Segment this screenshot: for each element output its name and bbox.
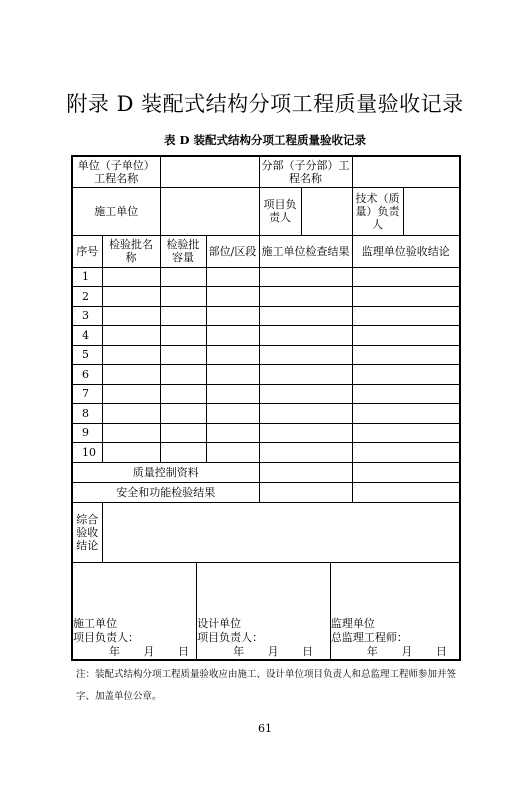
supervision-conclusion-cell[interactable] [352, 443, 460, 463]
signature-supervision-unit: 监理单位 [330, 616, 375, 630]
batch-name-cell[interactable] [102, 365, 160, 385]
row-number: 4 [72, 326, 102, 346]
table-row [72, 306, 460, 326]
quality-control-conclusion-cell[interactable] [352, 462, 460, 482]
part-name-value[interactable] [352, 156, 460, 187]
table-row [72, 365, 460, 385]
batch-capacity-cell[interactable] [160, 267, 206, 287]
signature-construction-unit: 施工单位 [73, 616, 117, 630]
signature-design-unit: 设计单位 [197, 616, 242, 630]
acceptance-record-table [71, 155, 461, 661]
construction-check-cell[interactable] [259, 267, 352, 287]
batch-name-cell[interactable] [102, 423, 160, 443]
location-cell[interactable] [206, 345, 259, 365]
construction-check-cell[interactable] [259, 306, 352, 326]
signature-construction-role: 项目负责人： [73, 630, 139, 644]
construction-check-cell[interactable] [259, 443, 352, 463]
summary-label-text: 综合验收结论 [76, 512, 99, 552]
location-cell[interactable] [206, 443, 259, 463]
safety-results-check-cell[interactable] [259, 482, 352, 502]
supervision-conclusion-cell[interactable] [352, 365, 460, 385]
safety-results-label: 安全和功能检验结果 [72, 482, 259, 502]
page-number: 61 [258, 722, 272, 735]
safety-results-row [72, 482, 460, 502]
batch-name-cell[interactable] [102, 443, 160, 463]
signature-cell [72, 562, 460, 660]
row-number: 3 [72, 306, 102, 326]
batch-capacity-cell[interactable] [160, 287, 206, 307]
col-header-seq: 序号 [72, 235, 102, 267]
table-row [72, 326, 460, 346]
table-row [72, 404, 460, 424]
summary-label [72, 502, 102, 562]
unit-name-value[interactable] [160, 156, 259, 187]
batch-capacity-cell[interactable] [160, 345, 206, 365]
batch-name-cell[interactable] [102, 326, 160, 346]
signature-construction[interactable] [73, 563, 197, 659]
construction-check-cell[interactable] [259, 404, 352, 424]
header-row-construction [72, 187, 460, 235]
construction-check-cell[interactable] [259, 384, 352, 404]
supervision-conclusion-cell[interactable] [352, 345, 460, 365]
location-cell[interactable] [206, 384, 259, 404]
location-cell[interactable] [206, 423, 259, 443]
location-cell[interactable] [206, 306, 259, 326]
batch-capacity-cell[interactable] [160, 443, 206, 463]
col-header-batch-capacity: 检验批容量 [160, 235, 206, 267]
row-number: 2 [72, 287, 102, 307]
batch-name-cell[interactable] [102, 306, 160, 326]
supervision-conclusion-cell[interactable] [352, 306, 460, 326]
column-header-row [72, 235, 460, 267]
safety-results-conclusion-cell[interactable] [352, 482, 460, 502]
batch-capacity-cell[interactable] [160, 384, 206, 404]
signature-supervision[interactable] [330, 563, 459, 659]
location-cell[interactable] [206, 326, 259, 346]
signature-design[interactable] [197, 563, 331, 659]
row-number: 5 [72, 345, 102, 365]
quality-control-check-cell[interactable] [259, 462, 352, 482]
col-header-supervision-conclusion: 监理单位验收结论 [352, 235, 460, 267]
batch-name-cell[interactable] [102, 384, 160, 404]
supervision-conclusion-cell[interactable] [352, 326, 460, 346]
col-header-batch-name: 检验批名称 [102, 235, 160, 267]
signature-supervision-role: 总监理工程师： [330, 630, 408, 644]
tech-leader-value[interactable] [403, 187, 460, 235]
batch-name-cell[interactable] [102, 267, 160, 287]
signature-construction-date: 年 月 日 [109, 644, 190, 658]
row-number: 9 [72, 423, 102, 443]
construction-check-cell[interactable] [259, 326, 352, 346]
batch-capacity-cell[interactable] [160, 306, 206, 326]
table-row [72, 384, 460, 404]
construction-check-cell[interactable] [259, 423, 352, 443]
batch-capacity-cell[interactable] [160, 326, 206, 346]
signature-design-date: 年 月 日 [233, 644, 314, 658]
supervision-conclusion-cell[interactable] [352, 404, 460, 424]
table-row [72, 345, 460, 365]
row-number: 1 [72, 267, 102, 287]
batch-capacity-cell[interactable] [160, 365, 206, 385]
location-cell[interactable] [206, 267, 259, 287]
row-number: 7 [72, 384, 102, 404]
batch-capacity-cell[interactable] [160, 404, 206, 424]
supervision-conclusion-cell[interactable] [352, 423, 460, 443]
batch-capacity-cell[interactable] [160, 423, 206, 443]
batch-name-cell[interactable] [102, 345, 160, 365]
row-number: 8 [72, 404, 102, 424]
project-leader-label: 项目负责人 [259, 187, 301, 235]
table-row [72, 423, 460, 443]
construction-check-cell[interactable] [259, 287, 352, 307]
signature-row [72, 562, 460, 660]
signature-design-role: 项目负责人： [197, 630, 264, 644]
footnote: 注：装配式结构分项工程质量验收应由施工、设计单位项目负责人和总监理工程师参加并签字、加盖单位公章。 [76, 669, 457, 702]
location-cell[interactable] [206, 365, 259, 385]
project-leader-value[interactable] [301, 187, 352, 235]
quality-control-row [72, 462, 460, 482]
summary-row [72, 502, 460, 562]
row-number: 10 [72, 443, 102, 463]
supervision-conclusion-cell[interactable] [352, 384, 460, 404]
col-header-location: 部位/区段 [206, 235, 259, 267]
summary-value[interactable] [102, 502, 460, 562]
batch-name-cell[interactable] [102, 287, 160, 307]
batch-name-cell[interactable] [102, 404, 160, 424]
signature-table [73, 563, 459, 659]
construction-unit-label: 施工单位 [72, 187, 160, 235]
col-header-construction-check: 施工单位检查结果 [259, 235, 352, 267]
location-cell[interactable] [206, 404, 259, 424]
supervision-conclusion-cell[interactable] [352, 287, 460, 307]
construction-unit-value[interactable] [160, 187, 259, 235]
table-row [72, 443, 460, 463]
table-row [72, 267, 460, 287]
row-number: 6 [72, 365, 102, 385]
construction-check-cell[interactable] [259, 365, 352, 385]
location-cell[interactable] [206, 287, 259, 307]
header-row-unit [72, 156, 460, 187]
part-name-label: 分部（子分部）工程名称 [259, 156, 352, 187]
page-title: 附录 D 装配式结构分项工程质量验收记录 [66, 92, 464, 116]
tech-leader-label: 技术（质量）负责人 [352, 187, 403, 235]
unit-name-label: 单位（子单位）工程名称 [72, 156, 160, 187]
table-title: 表 D 装配式结构分项工程质量验收记录 [164, 133, 366, 147]
table-row [72, 287, 460, 307]
signature-supervision-date: 年 月 日 [366, 644, 448, 658]
construction-check-cell[interactable] [259, 345, 352, 365]
supervision-conclusion-cell[interactable] [352, 267, 460, 287]
quality-control-label: 质量控制资料 [72, 462, 259, 482]
